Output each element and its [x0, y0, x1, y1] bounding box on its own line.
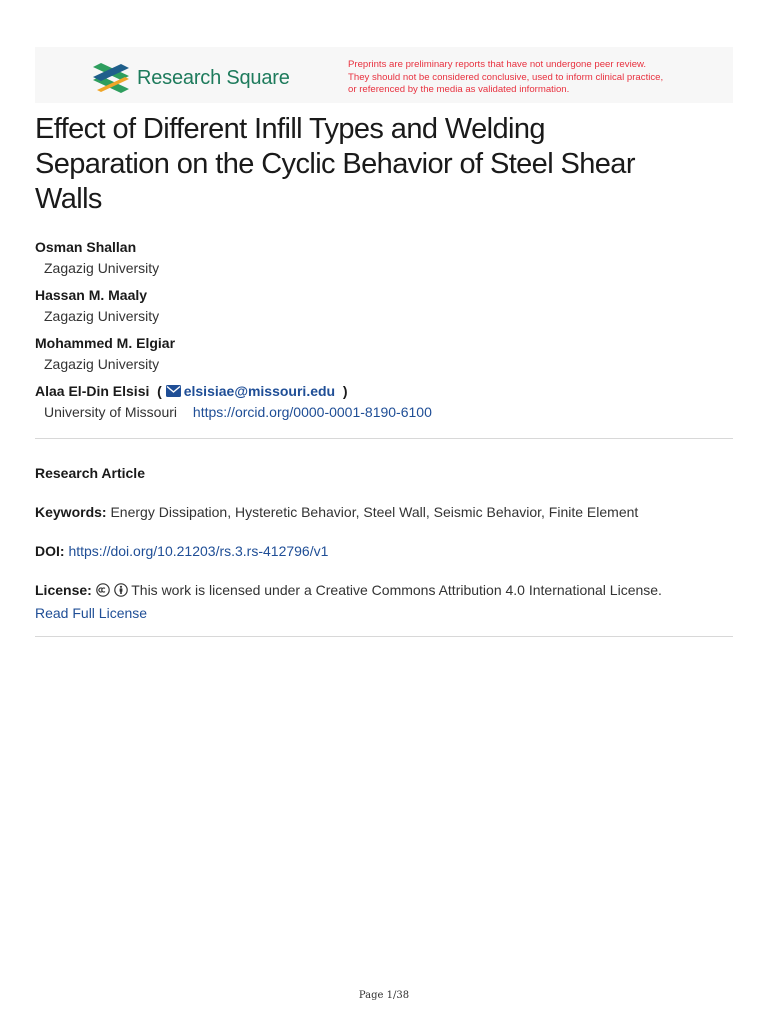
- license-row: [35, 579, 733, 625]
- research-square-logo[interactable]: [93, 63, 290, 93]
- research-square-logo-icon: [93, 63, 129, 93]
- author-name: Hassan M. Maaly: [35, 287, 148, 303]
- article-type: [35, 462, 733, 484]
- disclaimer-line: Preprints are preliminary reports that have not undergone peer review.: [348, 59, 647, 70]
- paper-title: [35, 112, 725, 217]
- page-number: Page 1/38: [358, 990, 410, 1001]
- license-text: This work is licensed under a Creative Commons Attribution 4.0 International License.: [131, 582, 662, 598]
- corresponding-author: [35, 380, 735, 402]
- author-affiliation: Zagazig University: [44, 260, 160, 276]
- keywords-value: Energy Dissipation, Hysteretic Behavior, Steel Wall, Seismic Behavior, Finite Element: [110, 504, 639, 520]
- title-line: Effect of Different Infill Types and Welding: [35, 113, 545, 145]
- envelope-icon: [166, 385, 181, 397]
- attribution-icon: [114, 583, 128, 597]
- email-open-paren: (: [153, 383, 162, 399]
- preprint-banner: [35, 47, 733, 103]
- creative-commons-icon: [96, 583, 110, 597]
- author-name: Alaa El-Din Elsisi: [35, 383, 150, 399]
- divider: [35, 438, 733, 439]
- disclaimer-line: or referenced by the media as validated information.: [348, 84, 570, 95]
- disclaimer-line: They should not be considered conclusive, used to inform clinical practice,: [348, 71, 664, 83]
- divider: [35, 636, 733, 637]
- keywords-row: [35, 501, 733, 523]
- author-email-link[interactable]: elsisiae@missouri.edu: [183, 383, 336, 399]
- email-close-paren: ): [339, 383, 348, 399]
- author-affiliation: University of Missouri: [44, 404, 178, 420]
- doi-label: DOI:: [35, 543, 65, 559]
- author-list: [35, 236, 735, 424]
- author-affiliation: Zagazig University: [44, 356, 160, 372]
- read-full-license-link[interactable]: Read Full License: [35, 605, 148, 621]
- article-type-label: Research Article: [35, 465, 145, 481]
- license-label: License:: [35, 582, 92, 598]
- keywords-label: Keywords:: [35, 504, 107, 520]
- author-affiliation: Zagazig University: [44, 308, 160, 324]
- title-line: Separation on the Cyclic Behavior of Steel Shear: [35, 148, 635, 180]
- author-name: Mohammed M. Elgiar: [35, 335, 176, 351]
- doi-link[interactable]: https://doi.org/10.21203/rs.3.rs-412796/v1: [68, 543, 329, 559]
- doi-row: [35, 540, 733, 562]
- orcid-link[interactable]: https://orcid.org/0000-0001-8190-6100: [192, 404, 432, 420]
- author-affiliation-row: [35, 402, 735, 424]
- preprint-disclaimer: [348, 59, 708, 97]
- author-name: Osman Shallan: [35, 239, 137, 255]
- logo-text: Research Square: [137, 66, 290, 89]
- title-line: Walls: [35, 183, 102, 215]
